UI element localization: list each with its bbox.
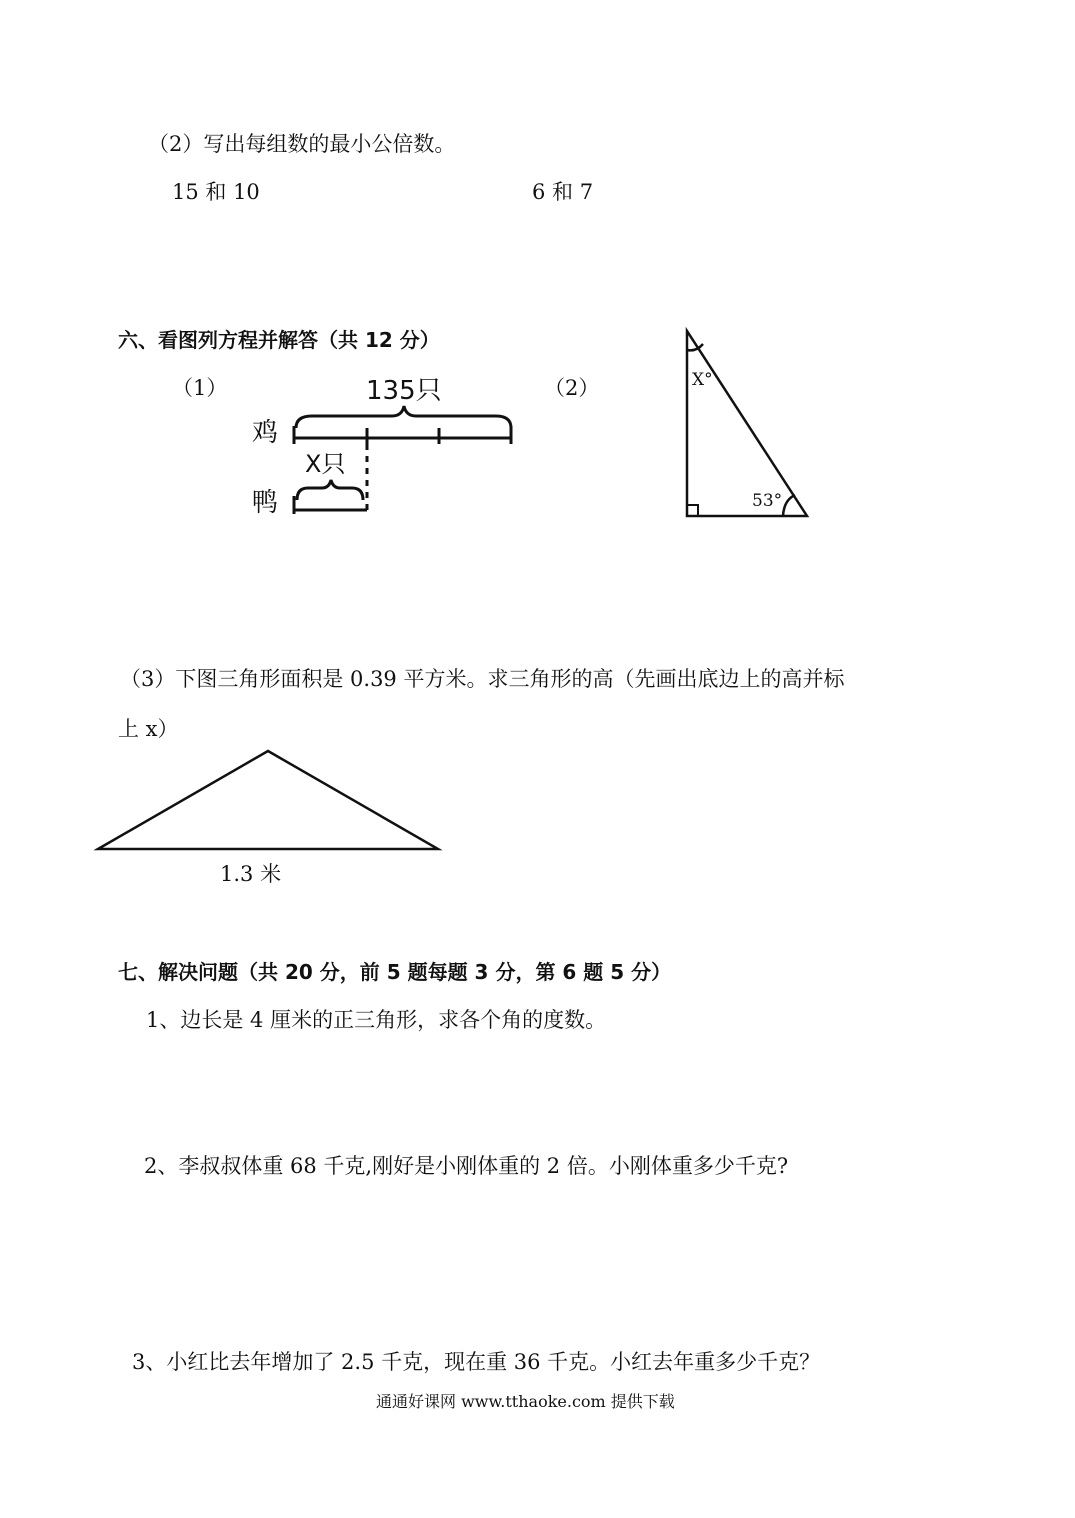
right-angle-mark bbox=[687, 505, 698, 516]
problem-2: 2、李叔叔体重 68 千克,刚好是小刚体重的 2 倍。小刚体重多少千克? bbox=[144, 1154, 789, 1178]
subq-2-label: （2） bbox=[544, 376, 600, 400]
area-triangle bbox=[98, 751, 438, 849]
chicken-label: 鸡 bbox=[252, 418, 279, 448]
total-label: 135只 bbox=[366, 376, 442, 406]
number-pair-b: 6 和 7 bbox=[532, 180, 594, 204]
part-label: X只 bbox=[305, 450, 346, 478]
part-brace bbox=[297, 480, 363, 500]
number-pair-a: 15 和 10 bbox=[172, 180, 260, 204]
problem-1: 1、边长是 4 厘米的正三角形，求各个角的度数。 bbox=[146, 1008, 607, 1032]
q2-prompt: （2）写出每组数的最小公倍数。 bbox=[148, 132, 456, 156]
angle-x-label: X° bbox=[692, 370, 713, 390]
total-brace bbox=[296, 406, 511, 428]
section-7-heading: 七、解决问题（共 20 分，前 5 题每题 3 分，第 6 题 5 分） bbox=[118, 960, 672, 984]
footer-note: 通通好课网 www.tthaoke.com 提供下载 bbox=[376, 1392, 675, 1411]
problem-3: 3、小红比去年增加了 2.5 千克，现在重 36 千克。小红去年重多少千克？ bbox=[132, 1350, 821, 1374]
angle-53-label: 53° bbox=[752, 491, 783, 511]
q3-text-line1: （3）下图三角形面积是 0.39 平方米。求三角形的高（先画出底边上的高并标 bbox=[120, 667, 845, 691]
section-6-heading: 六、看图列方程并解答（共 12 分） bbox=[118, 328, 440, 352]
right-triangle bbox=[687, 331, 807, 516]
subq-1-label: （1） bbox=[172, 376, 228, 400]
base-length-label: 1.3 米 bbox=[220, 862, 282, 886]
q3-text-line2: 上 x） bbox=[118, 717, 179, 741]
duck-label: 鸭 bbox=[252, 488, 279, 518]
bottom-angle-arc bbox=[783, 495, 795, 516]
